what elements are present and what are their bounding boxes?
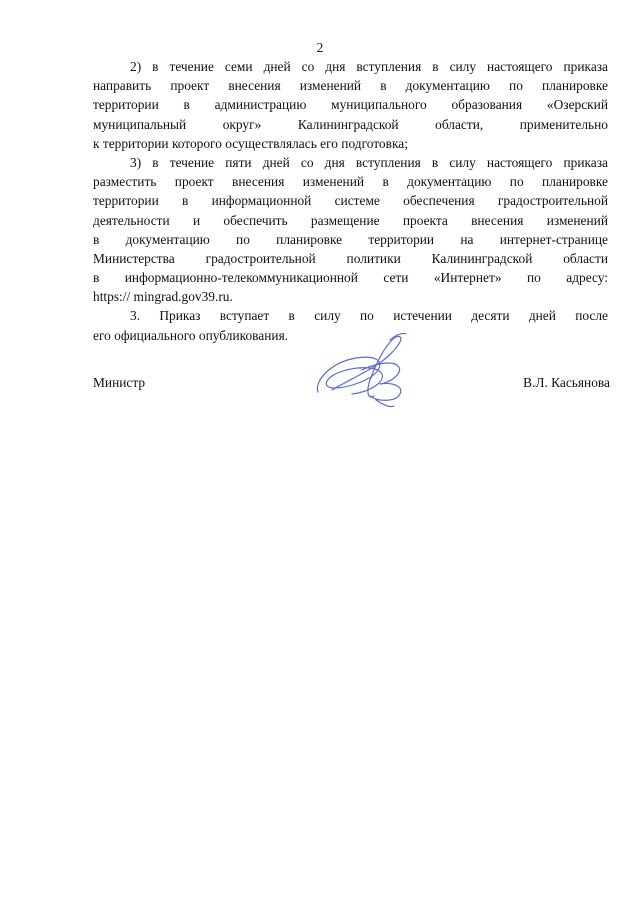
- text-line: Министерства градостроительной политики Калининградской области: [93, 250, 608, 266]
- text-line: деятельности и обеспечить размещение проекта внесения изменений: [93, 212, 608, 228]
- text-line: территории в информационной системе обеспечения градостроительной: [93, 193, 608, 209]
- document-body: [93, 57, 608, 345]
- signatory-name: В.Л. Касьянова: [523, 375, 610, 390]
- text-line: 2) в течение семи дней со дня вступления в силу настоящего приказа: [130, 59, 608, 74]
- text-line: 3. Приказ вступает в силу по истечении десяти дней после: [130, 308, 608, 324]
- text-line: https:// mingrad.gov39.ru.: [93, 289, 233, 305]
- page-number: 2: [316, 40, 324, 55]
- text-line: направить проект внесения изменений в документацию по планировке: [93, 78, 608, 94]
- signatory-position: Министр: [93, 375, 146, 390]
- text-line: 3) в течение пяти дней со дня вступления в силу настоящего приказа: [130, 154, 608, 170]
- text-line: к территории которого осуществлялась его подготовка;: [93, 135, 408, 151]
- text-line: разместить проект внесения изменений в документацию по планировке: [93, 174, 608, 190]
- text-line: в документацию по планировке территории на интернет-странице: [93, 231, 608, 247]
- text-line: в информационно-телекоммуникационной сети «Интернет» по адресу:: [93, 270, 608, 286]
- text-line: его официального опубликования.: [93, 327, 289, 343]
- text-line: территории в администрацию муниципального образования «Озерский: [93, 97, 608, 113]
- handwritten-signature: [312, 330, 412, 410]
- signature-block: [93, 373, 610, 392]
- text-line: муниципальный округ» Калининградской области, применительно: [93, 116, 608, 132]
